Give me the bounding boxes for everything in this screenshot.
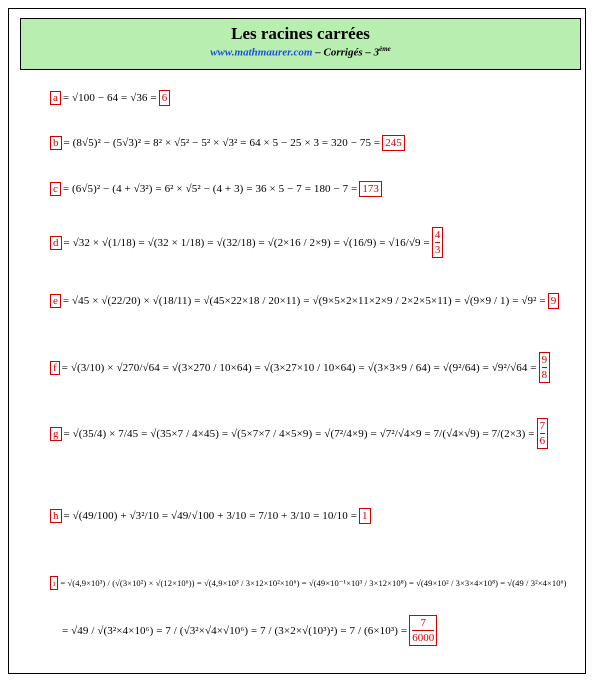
exercise-expression: = √(3/10) × √270/√64 = √(3×270 / 10×64) = √(3×27×10 / 10×64) = √(3×3×9 / 64) = √(9²/64) = √9²/√64 =	[61, 361, 537, 374]
answer-numerator: 7	[539, 420, 546, 432]
page-header	[20, 18, 581, 70]
exercise-label: h	[50, 509, 62, 523]
subtitle-sup: ème	[379, 45, 391, 53]
exercise-c	[50, 181, 382, 197]
answer-fraction-bar	[540, 433, 546, 434]
exercise-label: a	[50, 91, 61, 105]
answer-value: 9	[550, 295, 557, 307]
answer-numerator: 9	[541, 354, 548, 366]
exercise-answer	[359, 181, 382, 197]
exercise-answer	[159, 90, 171, 106]
answer-numerator: 4	[434, 229, 441, 241]
exercise-expression: = √100 − 64 = √36 =	[62, 92, 157, 104]
exercise-answer	[537, 418, 549, 449]
answer-fraction-bar	[435, 242, 441, 243]
exercise-i-continued	[62, 615, 437, 646]
exercise-label: f	[50, 361, 60, 375]
page-frame	[8, 8, 586, 674]
subtitle-text: – Corrigés – 3	[312, 46, 380, 59]
exercise-g	[50, 418, 548, 449]
exercise-answer	[409, 615, 437, 646]
exercise-label: i	[50, 576, 58, 590]
exercise-expression: = √(4,9×10³) / (√(3×10²) × √(12×10⁶)) = √(4,9×10³ / 3×12×10²×10⁶) = √(49×10⁻¹×10³ / 3×12×10⁸) = √(49×10² / 3×3×4×10⁸) = √(49 / 3²×4×10⁶)	[60, 577, 567, 588]
answer-value: 173	[362, 183, 379, 195]
page-subtitle	[21, 45, 580, 59]
exercise-expression: = √32 × √(1/18) = √(32 × 1/18) = √(32/18) = √(2×16 / 2×9) = √(16/9) = √16/√9 =	[63, 236, 430, 249]
exercise-label: d	[50, 236, 62, 250]
site-link[interactable]: www.mathmaurer.com	[210, 46, 313, 59]
exercise-answer	[432, 227, 444, 258]
exercise-d	[50, 227, 443, 258]
exercise-i	[50, 576, 567, 590]
exercise-expression: = (8√5)² − (5√3)² = 8² × √5² − 5² × √3² = 64 × 5 − 25 × 3 = 320 − 75 =	[63, 137, 381, 149]
answer-denominator: 6000	[412, 632, 435, 644]
answer-numerator: 7	[420, 617, 426, 629]
exercise-e	[50, 293, 559, 309]
exercise-b	[50, 135, 405, 151]
exercise-answer	[539, 352, 551, 383]
answer-denominator: 3	[434, 244, 441, 256]
exercise-label: b	[50, 136, 62, 150]
exercise-expression: = (6√5)² − (4 + √3²) = 6² × √5² − (4 + 3) = 36 × 5 − 7 = 180 − 7 =	[62, 183, 358, 195]
exercise-answer	[382, 135, 405, 151]
exercise-expression: = √(35/4) × 7/45 = √(35×7 / 4×45) = √(5×7×7 / 4×5×9) = √(7²/4×9) = √7²/√4×9 = 7/(√4×√9) = 7/(2×3) =	[63, 427, 535, 440]
answer-denominator: 6	[539, 435, 546, 447]
exercise-h	[50, 508, 371, 524]
exercise-label: c	[50, 182, 61, 196]
answer-fraction-bar	[412, 630, 434, 631]
exercise-a	[50, 90, 170, 106]
answer-value: 6	[161, 92, 168, 104]
answer-denominator: 8	[541, 369, 548, 381]
answer-value: 1	[362, 510, 368, 522]
exercise-f	[50, 352, 550, 383]
page-title: Les racines carrées	[231, 24, 370, 43]
answer-fraction-bar	[542, 367, 548, 368]
exercise-expression: = √45 × √(22/20) × √(18/11) = √(45×22×18 / 20×11) = √(9×5×2×11×2×9 / 2×2×5×11) = √(9×9 / 1) = √9² =	[62, 295, 546, 307]
exercise-answer	[359, 508, 371, 524]
answer-value: 245	[385, 137, 402, 149]
exercise-answer	[548, 293, 560, 309]
exercise-label: g	[50, 427, 62, 441]
exercise-expression: = √(49/100) + √3²/10 = √49/√100 + 3/10 = 7/10 + 3/10 = 10/10 =	[63, 510, 357, 522]
exercise-label: e	[50, 294, 61, 308]
exercise-expression-line2: = √49 / √(3²×4×10⁶) = 7 / (√3²×√4×√10⁶) = 7 / (3×2×√(10³)²) = 7 / (6×10³) =	[62, 624, 408, 637]
